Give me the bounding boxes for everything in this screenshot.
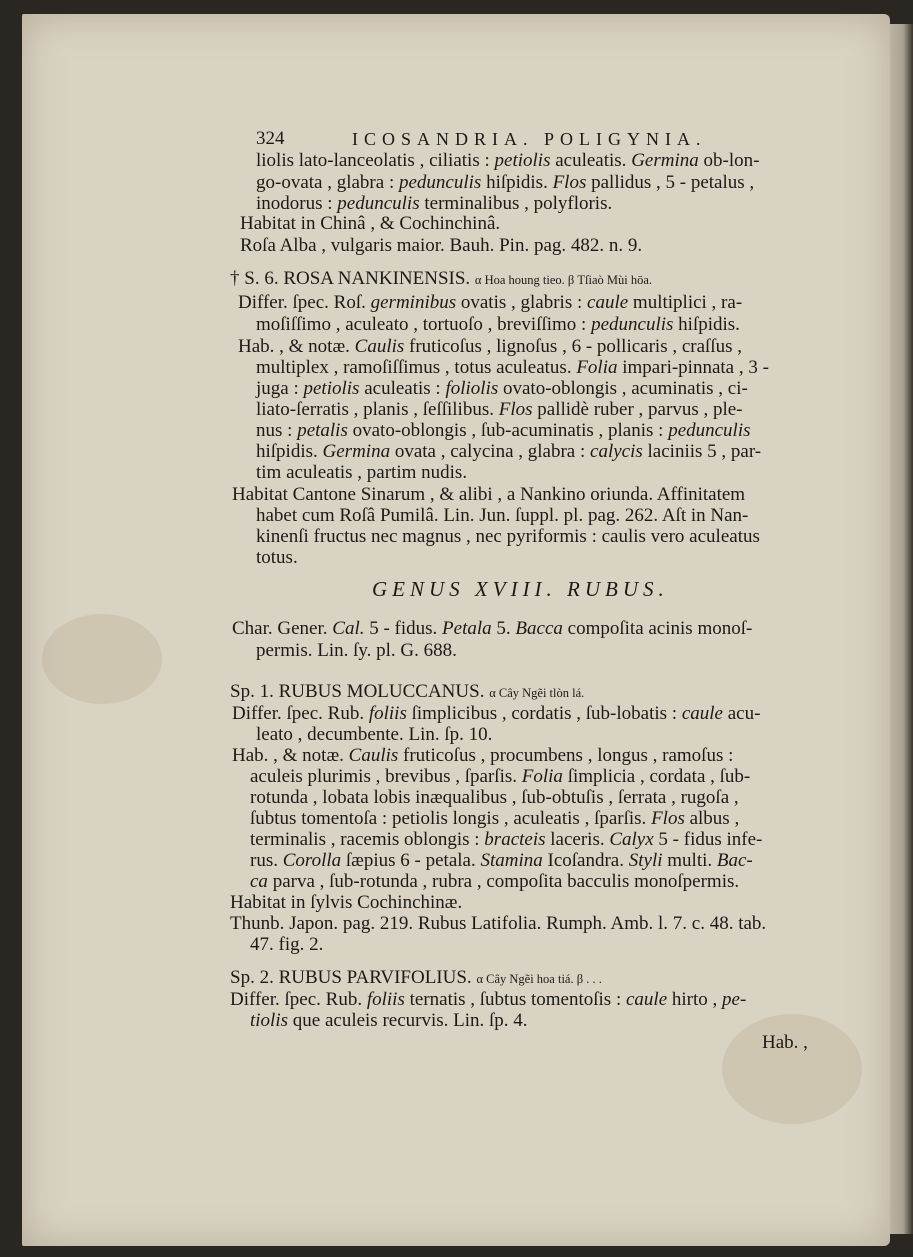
page-right-edge — [888, 24, 913, 1234]
text-line: rotunda , lobata lobis inæqualibus , ſub-obtuſis , ſerrata , rugoſa , — [250, 787, 739, 808]
text-line: liato-ſerratis , planis , ſeſſilibus. Flos pallidè ruber , parvus , ple- — [256, 399, 743, 420]
page-number: 324 — [256, 128, 285, 149]
text-line: leato , decumbente. Lin. ſp. 10. — [256, 724, 493, 745]
text-line: totus. — [256, 547, 298, 568]
text-line: Hab. , & notæ. Caulis fruticoſus , lignoſus , 6 - pollicaris , craſſus , — [238, 336, 742, 357]
text-line: ſubtus tomentoſa : petiolis longis , aculeatis , ſparſis. Flos albus , — [250, 808, 740, 829]
text-line: moſiſſimo , aculeato , tortuoſo , breviſſimo : pedunculis hiſpidis. — [256, 314, 740, 335]
text-line: Char. Gener. Cal. 5 - fidus. Petala 5. Bacca compoſita acinis monoſ- — [232, 618, 753, 639]
text-line: Differ. ſpec. Rub. foliis ternatis , ſubtus tomentoſis : caule hirto , pe- — [230, 989, 747, 1010]
text-line: 47. fig. 2. — [250, 934, 324, 955]
text-line: aculeis plurimis , brevibus , ſparſis. Folia ſimplicia , cordata , ſub- — [250, 766, 751, 787]
text-line: hiſpidis. Germina ovata , calycina , glabra : calycis laciniis 5 , par- — [256, 441, 762, 462]
text-line: Habitat in ſylvis Cochinchinæ. — [230, 892, 463, 913]
text-line: tiolis que aculeis recurvis. Lin. ſp. 4. — [250, 1010, 528, 1031]
text-line: Roſa Alba , vulgaris maior. Bauh. Pin. pag. 482. n. 9. — [240, 235, 643, 256]
text-line: Hab. , & notæ. Caulis fruticoſus , procumbens , longus , ramoſus : — [232, 745, 734, 766]
text-line: liolis lato-lanceolatis , ciliatis : petiolis aculeatis. Germina ob-lon- — [256, 150, 760, 171]
text-line: Differ. ſpec. Rub. foliis ſimplicibus , cordatis , ſub-lobatis : caule acu- — [232, 703, 761, 724]
paper-stain — [42, 614, 162, 704]
paper-stain — [722, 1014, 862, 1124]
catchword: Hab. , — [762, 1032, 808, 1053]
text-line: ca parva , ſub-rotunda , rubra , compoſita bacculis monoſpermis. — [250, 871, 740, 892]
text-line: Differ. ſpec. Roſ. germinibus ovatis , glabris : caule multiplici , ra- — [238, 292, 743, 313]
species-heading: Sp. 2. RUBUS PARVIFOLIUS. α Cây Ngẽi hoa tiá. β . . . — [230, 967, 602, 988]
text-line: multiplex , ramoſiſſimus , totus aculeatus. Folia impari-pinnata , 3 - — [256, 357, 769, 378]
text-line: terminalis , racemis oblongis : bracteis laceris. Calyx 5 - fidus infe- — [250, 829, 763, 850]
text-line: Habitat Cantone Sinarum , & alibi , a Nankino oriunda. Affinitatem — [232, 484, 746, 505]
text-line: Thunb. Japon. pag. 219. Rubus Latifolia. Rumph. Amb. l. 7. c. 48. tab. — [230, 913, 767, 934]
text-line: kinenſi fructus nec magnus , nec pyriformis : caulis vero aculeatus — [256, 526, 760, 547]
text-line: tim aculeatis , partim nudis. — [256, 462, 468, 483]
running-head: ICOSANDRIA. POLIGYNIA. — [352, 129, 707, 149]
text-line: inodorus : pedunculis terminalibus , polyfloris. — [256, 193, 613, 214]
text-line: rus. Corolla ſæpius 6 - petala. Stamina Icoſandra. Styli multi. Bac- — [250, 850, 753, 871]
text-line: permis. Lin. ſy. pl. G. 688. — [256, 640, 457, 661]
text-line: habet cum Roſâ Pumilâ. Lin. Jun. ſuppl. pl. pag. 262. Aſt in Nan- — [256, 505, 749, 526]
genus-heading: GENUS XVIII. RUBUS. — [372, 577, 669, 601]
species-heading: Sp. 1. RUBUS MOLUCCANUS. α Cây Ngẽi tlòn lá. — [230, 681, 585, 702]
text-line: nus : petalis ovato-oblongis , ſub-acuminatis , planis : pedunculis — [256, 420, 751, 441]
text-line: Habitat in Chinâ , & Cochinchinâ. — [240, 213, 501, 234]
text-line: go-ovata , glabra : pedunculis hiſpidis. Flos pallidus , 5 - petalus , — [256, 172, 755, 193]
text-line: juga : petiolis aculeatis : foliolis ovato-oblongis , acuminatis , ci- — [256, 378, 748, 399]
species-heading: † S. 6. ROSA NANKINENSIS. α Hoa houng tieo. β Tſiaò Mùi hōa. — [230, 268, 653, 289]
